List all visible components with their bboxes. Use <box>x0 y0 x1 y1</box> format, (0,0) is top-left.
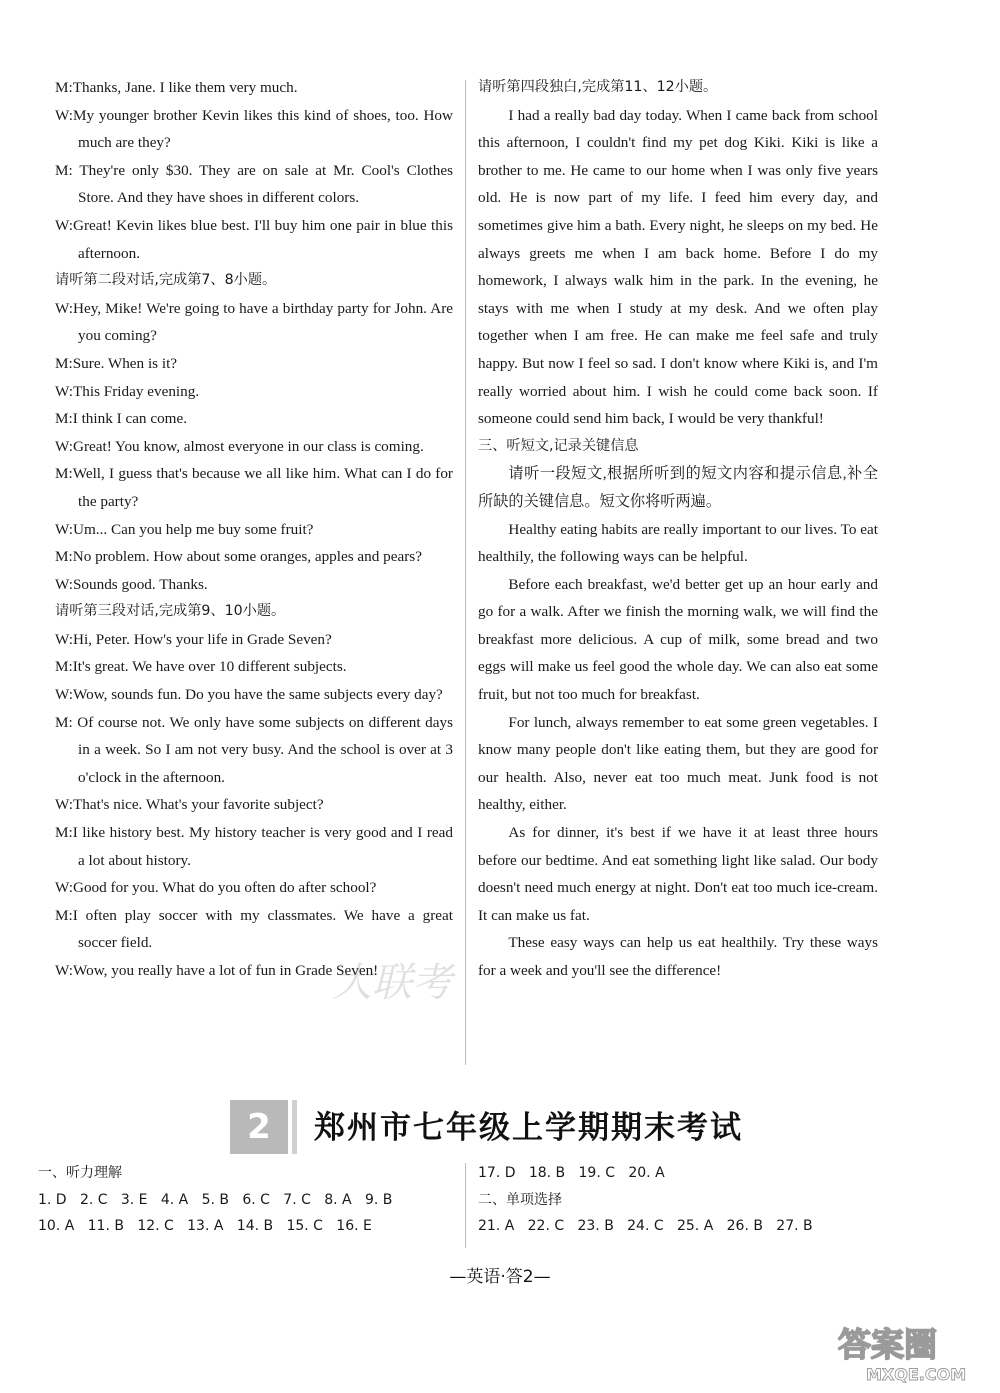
dialogue-line: M:I think I can come. <box>55 410 188 428</box>
dialogue-line: W:Great! Kevin likes blue best. I'll buy him one pair in blue this afternoon. <box>55 216 453 262</box>
answer-row: 21. A 22. C 23. B 24. C 25. A 26. B 27. B <box>478 1218 813 1234</box>
dialogue-line: W:Wow, sounds fun. Do you have the same subjects every day? <box>55 686 443 704</box>
answers-right <box>478 1160 898 1240</box>
section-heading: 三、听短文,记录关键信息 <box>478 437 639 454</box>
watermark-logo <box>328 938 498 1028</box>
passage-paragraph: For lunch, always remember to eat some green vegetables. I know many people don't like eating them, but they are good for our health. Also, never eat too much meat. Junk food is not healthy, either. <box>478 713 878 814</box>
right-column <box>478 74 878 985</box>
monologue-paragraph: I had a really bad day today. When I came back from school this afternoon, I couldn't find my pet dog Kiki. Kiki is like a brother to me. He came to our home when I was only five years old. He is now part of my life. I feed him every day, and sometimes give him a bath. Every night, he sleeps on my bed. He always greets me when I am back home. Before I do my homework, I always walk him in the park. In the evening, he stays with me when I study at my desk. And we often play together when I am free. He can make me feel safe and truly happy. But now I feel so sad. I don't know where Kiki is, and I'm really worried about him. I wish he could come back soon. If someone could send him back, I would be very thankful! <box>478 106 878 428</box>
passage-paragraph: As for dinner, it's best if we have it at least three hours before our bedtime. And eat something light like salad. Our body doesn't need much energy at night. Don't eat too much ice-cream. It can make us fat. <box>478 824 878 924</box>
dialogue-line: M:I like history best. My history teacher is very good and I read a lot about history. <box>55 824 453 869</box>
dialogue-line: M: Of course not. We only have some subjects on different days in a week. So I am not very busy. And the school is over at 3 o'clock in the afternoon. <box>55 713 453 786</box>
dialogue-line: W:Hey, Mike! We're going to have a birthday party for John. Are you coming? <box>55 299 453 345</box>
dialogue-line: M:Well, I guess that's because we all like him. What can I do for the party? <box>55 465 453 510</box>
dialogue-line: M: They're only $30. They are on sale at Mr. Cool's Clothes Store. And they have shoes in different colors. <box>55 161 453 207</box>
dialogue-line: W:Great! You know, almost everyone in our class is coming. <box>55 437 424 455</box>
passage-paragraph: These easy ways can help us eat healthily. Try these ways for a week and you'll see the difference! <box>478 934 878 979</box>
instruction-paragraph: 请听一段短文,根据所听到的短文内容和提示信息,补全所缺的关键信息。短文你将听两遍。 <box>478 465 878 510</box>
passage-paragraph: Before each breakfast, we'd better get up an hour early and go for a walk. After we finish the morning walk, we will find the breakfast more delicious. A cup of milk, some bread and two eggs will make us feel good the whole day. We can also eat some fruit, but not too much for breakfast. <box>478 575 878 704</box>
page-footer: —英语·答2— <box>449 1267 551 1287</box>
dialogue-line: M:Sure. When is it? <box>55 354 178 372</box>
left-column <box>55 74 453 985</box>
dialogue-line: W:Sounds good. Thanks. <box>55 575 208 593</box>
dialogue-line: W:Wow, you really have a lot of fun in Grade Seven! <box>55 962 379 979</box>
dialogue-line: W:Um... Can you help me buy some fruit? <box>55 520 314 538</box>
dialogue-line: W:My younger brother Kevin likes this kind of shoes, too. How much are they? <box>55 106 453 152</box>
answer-row: 10. A 11. B 12. C 13. A 14. B 15. C 16. E <box>38 1218 372 1234</box>
site-logo <box>832 1318 982 1388</box>
exam-header <box>230 1097 790 1159</box>
answer-row: 1. D 2. C 3. E 4. A 5. B 6. C 7. C 8. A 9. B <box>38 1191 393 1208</box>
answer-section-heading: 一、听力理解 <box>38 1165 122 1181</box>
exam-number-badge: 2 <box>230 1100 288 1154</box>
dialogue-line: M:I often play soccer with my classmates. We have a great soccer field. <box>55 906 453 952</box>
answer-section-heading: 二、单项选择 <box>478 1191 562 1208</box>
dialogue-line: W:Hi, Peter. How's your life in Grade Seven? <box>55 630 332 648</box>
section-heading: 请听第四段独白,完成第11、12小题。 <box>478 79 718 95</box>
dialogue-line: W:This Friday evening. <box>55 382 200 400</box>
dialogue-line: M:Thanks, Jane. I like them very much. <box>55 79 298 96</box>
passage-paragraph: Healthy eating habits are really important to our lives. To eat healthily, the following ways can be helpful. <box>478 520 878 566</box>
section-heading: 请听第二段对话,完成第7、8小题。 <box>55 272 277 289</box>
dialogue-line: W:Good for you. What do you often do after school? <box>55 879 377 897</box>
logo-text: 答案圈 <box>838 1325 937 1364</box>
answers-left <box>38 1160 458 1240</box>
section-heading: 请听第三段对话,完成第9、10小题。 <box>55 603 286 620</box>
answer-row: 17. D 18. B 19. C 20. A <box>478 1165 665 1181</box>
column-divider <box>465 80 466 1065</box>
answer-divider <box>465 1163 466 1248</box>
dialogue-line: M:It's great. We have over 10 different subjects. <box>55 658 347 676</box>
watermark-text: 大联考 <box>332 960 452 1006</box>
exam-title: 郑州市七年级上学期期末考试 <box>314 1110 743 1146</box>
dialogue-line: M:No problem. How about some oranges, apples and pears? <box>55 548 422 566</box>
logo-url: MXQE.COM <box>866 1365 967 1384</box>
dialogue-line: W:That's nice. What's your favorite subject? <box>55 796 324 814</box>
